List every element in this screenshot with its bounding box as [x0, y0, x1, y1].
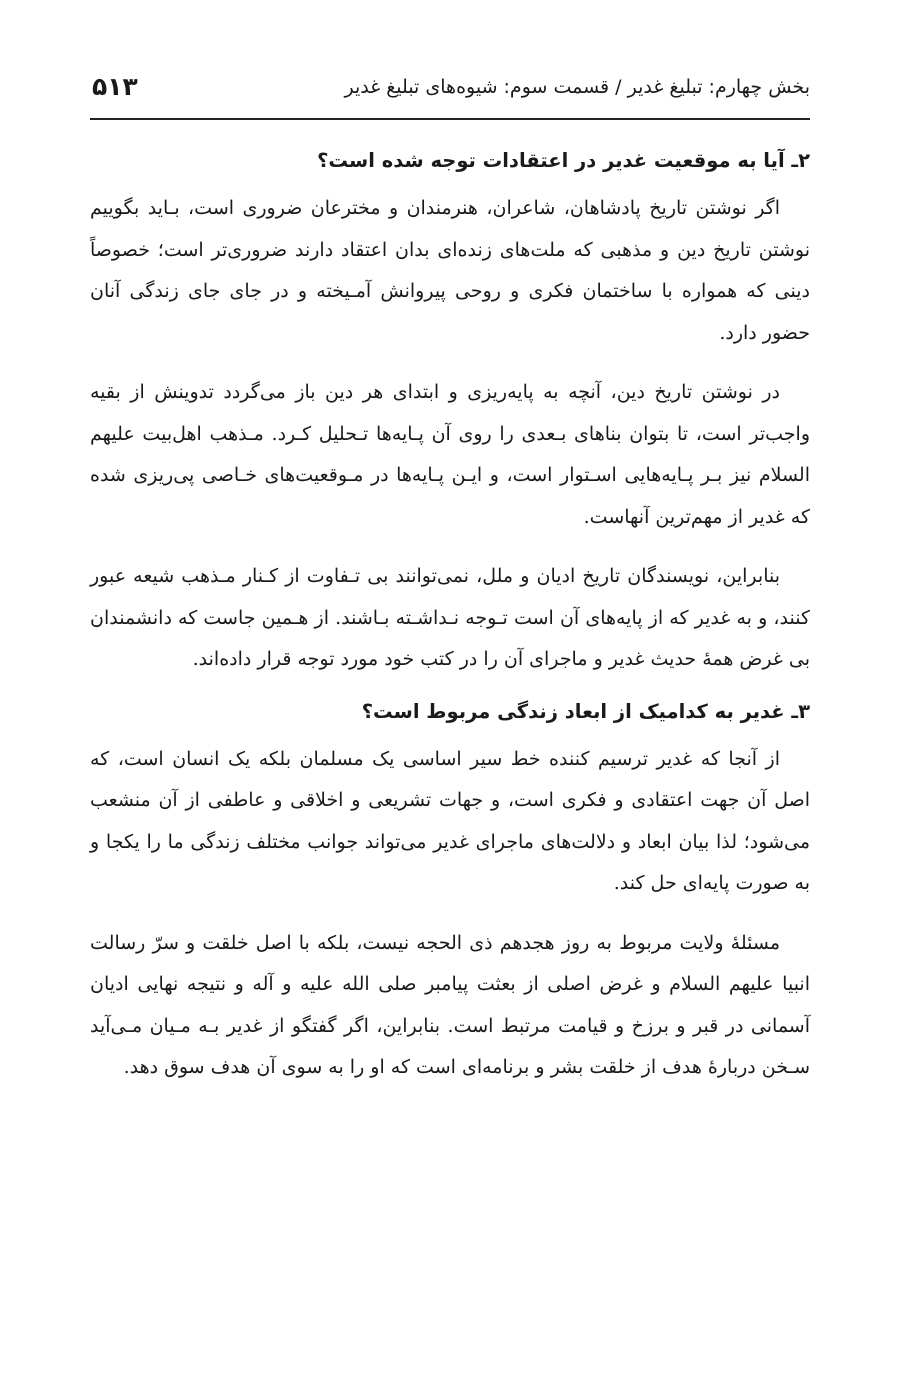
paragraph: در نوشتن تاریخ دین، آنچه به پایه‌ریزی و ابتدای هر دین باز می‌گردد تدوینش از بقیه واجب‌تر است، تا بتوان بناهای بـعدی را روی آن پـایه‌ها تـحلیل کـرد. مـذهب اهل‌بیت علیهم السلام نیز بـر پـایه‌هایی اسـتوار است، و ایـن پـایه‌ها در مـوقعیت‌های خـاصی پی‌ریزی شده که غدیر از مهم‌ترین آنهاست.	[90, 381, 810, 528]
section-heading-2: ۲ـ آیا به موقعیت غدیر در اعتقادات توجه شده است؟	[317, 149, 810, 172]
paragraph: مسئلهٔ ولایت مربوط به روز هجدهم ذی الحجه نیست، بلکه با اصل خلقت و سرّ رسالت انبیا علیهم السلام و غرض اصلی از بعثت پیامبر صلی الله علیه و آله و نتیجه نهایی ادیان آسمانی در قبر و برزخ و قیامت مرتبط است. بنابراین، اگر گفتگو از غدیر بـه مـیان مـی‌آید سـخن دربارهٔ هدف از خلقت بشر و برنامه‌ای است که او را به سوی آن هدف سوق دهد.	[90, 931, 810, 1078]
book-page	[90, 0, 810, 1390]
header-rule	[90, 118, 810, 120]
paragraph: از آنجا که غدیر ترسیم کننده خط سیر اساسی یک مسلمان بلکه یک انسان است، که اصل آن جهت اعتقادی و فکری است، و جهات تشریعی و اخلاقی و عاطفی از آن منشعب می‌شود؛ لذا بیان ابعاد و دلالت‌های ماجرای غدیر می‌تواند جوانب مختلف زندگی ما را یکجا و به صورت پایه‌ای حل کند.	[90, 747, 810, 894]
paragraph: اگر نوشتن تاریخ پادشاهان، شاعران، هنرمندان و مخترعان ضروری است، بـاید بگوییم نوشتن تاریخ دین و مذهبی که ملت‌های زنده‌ای بدان اعتقاد دارند ضروری‌تر است؛ خصوصاً دینی که همواره با ساختمان فکری و روحی پیروانش آمـیخته و در جای جای زندگی آنان حضور دارد.	[90, 197, 810, 344]
paragraph: بنابراین، نویسندگان تاریخ ادیان و ملل، نمی‌توانند بی تـفاوت از کـنار مـذهب شیعه عبور کنند، و به غدیر که از پایه‌های آن است تـوجه نـداشـته بـاشند. از هـمین جاست که دانشمندان بی غرض همهٔ حدیث غدیر و ماجرای آن را در کتب خود مورد توجه قرار داده‌اند.	[90, 565, 810, 670]
page-content	[90, 142, 810, 1107]
section-heading-3: ۳ـ غدیر به کدامیک از ابعاد زندگی مربوط است؟	[361, 699, 810, 723]
page-header	[90, 72, 810, 112]
running-head: بخش چهارم: تبلیغ غدیر / قسمت سوم: شیوه‌های تبلیغ غدیر	[344, 76, 810, 98]
page-number: ۵۱۳	[92, 72, 138, 101]
